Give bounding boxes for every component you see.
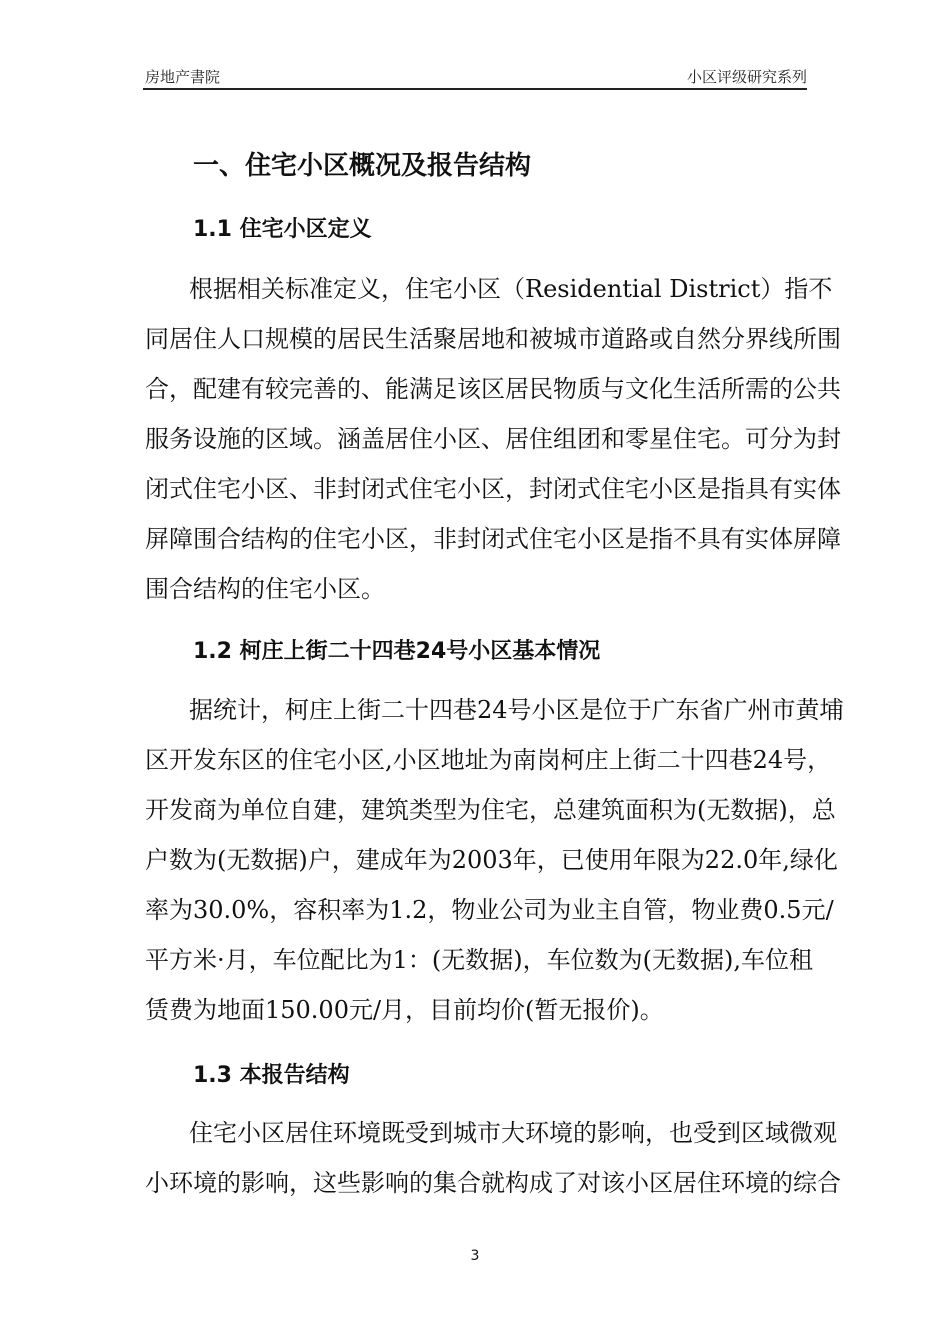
paragraph-line: 开发商为单位自建，建筑类型为住宅，总建筑面积为(无数据)，总 — [145, 796, 836, 824]
section-heading: 1.2 柯庄上街二十四巷24号小区基本情况 — [193, 639, 601, 664]
paragraph-line: 住宅小区居住环境既受到城市大环境的影响，也受到区域微观 — [189, 1119, 837, 1147]
page-number: 3 — [470, 1248, 480, 1264]
header-rule — [143, 88, 807, 90]
paragraph-line: 闭式住宅小区、非封闭式住宅小区，封闭式住宅小区是指具有实体 — [145, 475, 841, 503]
section-heading: 1.1 住宅小区定义 — [193, 217, 372, 242]
header-left: 房地产書院 — [145, 68, 221, 86]
paragraph-line: 区开发东区的住宅小区,小区地址为南岗柯庄上街二十四巷24号， — [145, 746, 832, 774]
paragraph-line: 率为30.0%，容积率为1.2，物业公司为业主自管，物业费0.5元/ — [145, 896, 834, 924]
paragraph-line: 屏障围合结构的住宅小区，非封闭式住宅小区是指不具有实体屏障 — [145, 525, 841, 553]
paragraph-line: 据统计，柯庄上街二十四巷24号小区是位于广东省广州市黄埔 — [189, 696, 844, 724]
paragraph-line: 户数为(无数据)户，建成年为2003年，已使用年限为22.0年,绿化 — [145, 846, 838, 874]
paragraph-line: 同居住人口规模的居民生活聚居地和被城市道路或自然分界线所围 — [145, 325, 841, 353]
paragraph-line: 合，配建有较完善的、能满足该区居民物质与文化生活所需的公共 — [145, 375, 841, 403]
paragraph-line: 小环境的影响，这些影响的集合就构成了对该小区居住环境的综合 — [145, 1169, 841, 1197]
chapter-title: 一、住宅小区概况及报告结构 — [193, 151, 532, 181]
paragraph-line: 赁费为地面150.00元/月，目前均价(暂无报价)。 — [145, 996, 664, 1024]
paragraph-line: 根据相关标准定义，住宅小区（Residential District）指不 — [189, 275, 833, 303]
paragraph-line: 围合结构的住宅小区。 — [145, 575, 385, 603]
header-right: 小区评级研究系列 — [686, 68, 807, 86]
paragraph-line: 服务设施的区域。涵盖居住小区、居住组团和零星住宅。可分为封 — [145, 425, 841, 453]
paragraph-line: 平方米·月，车位配比为1：(无数据)，车位数为(无数据),车位租 — [145, 946, 813, 974]
section-heading: 1.3 本报告结构 — [193, 1063, 350, 1088]
